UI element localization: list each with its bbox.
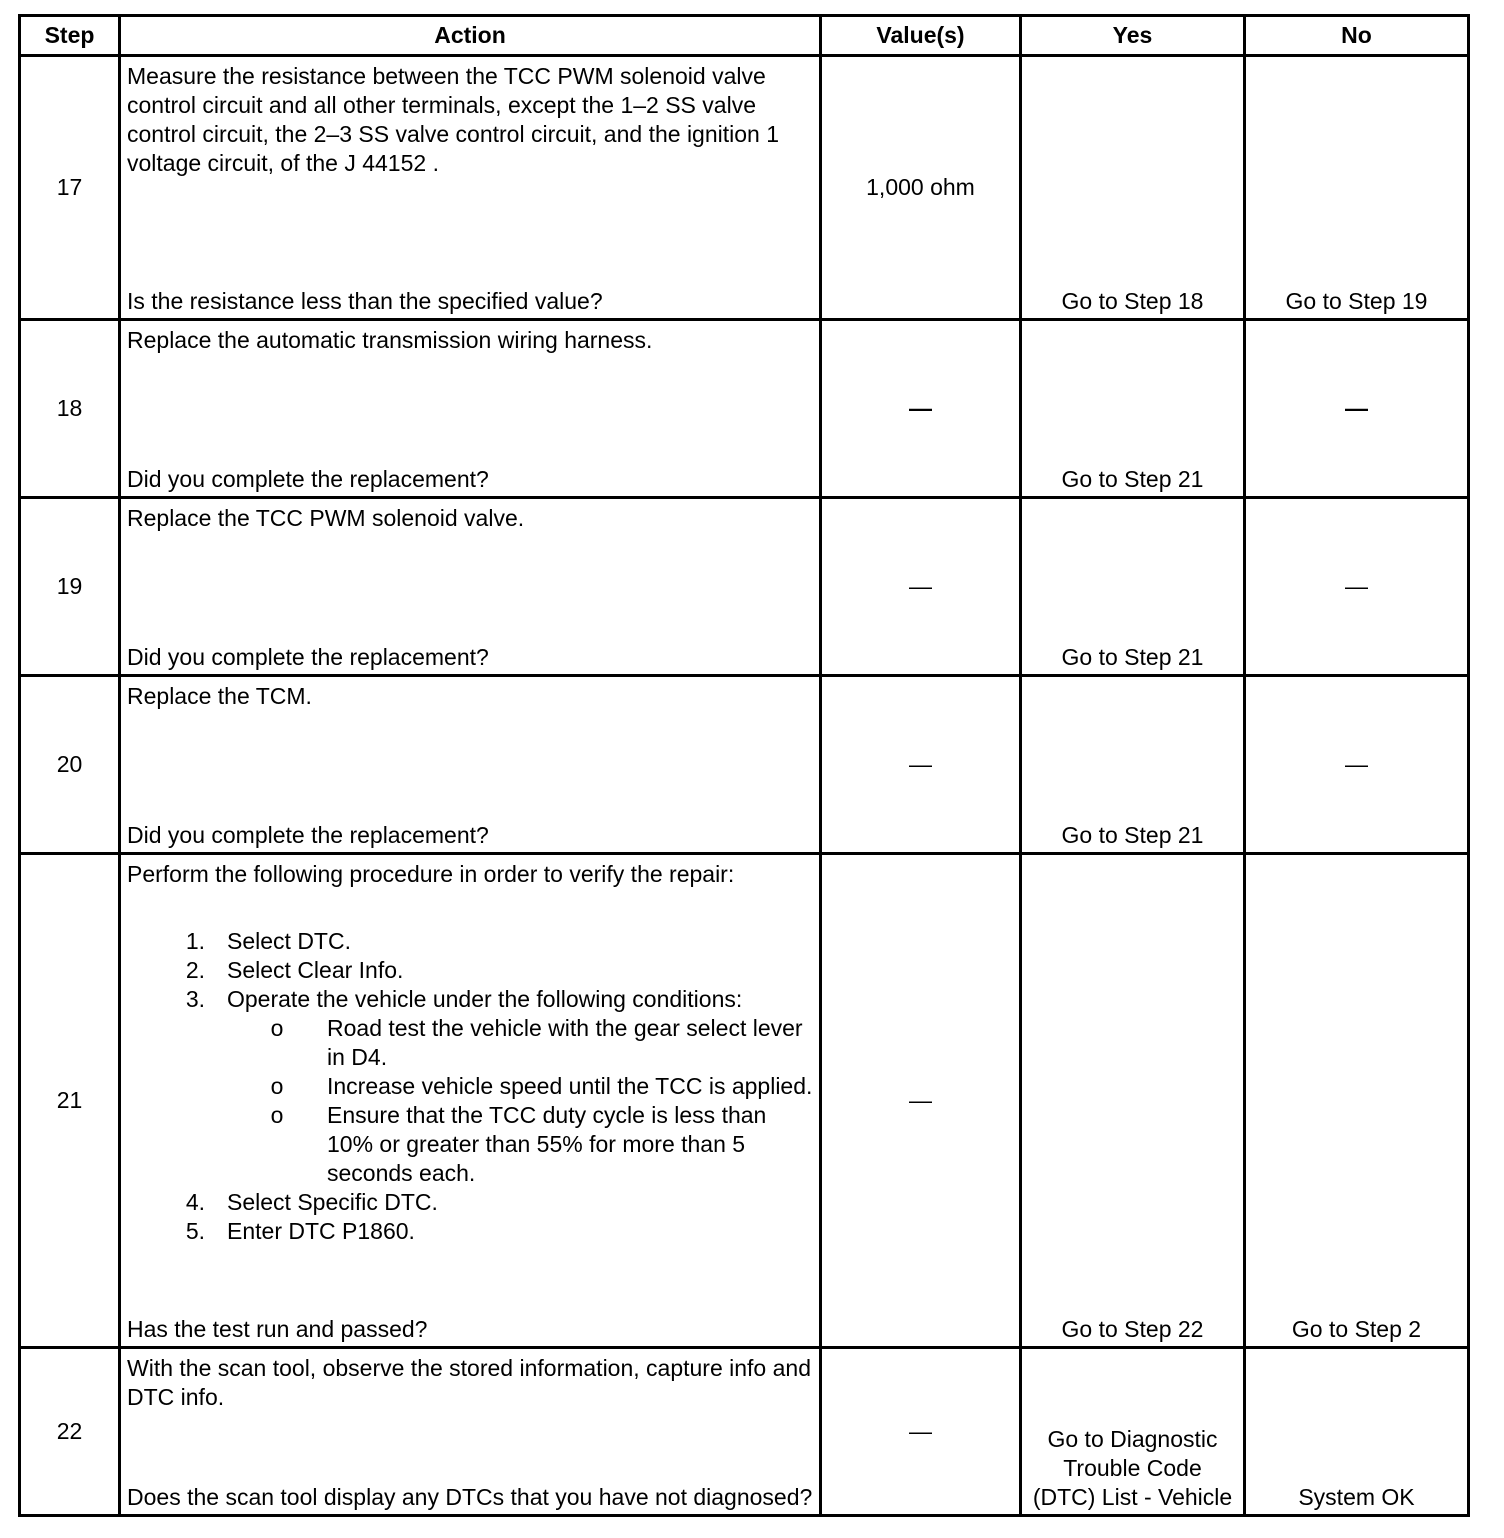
procedure-step: [127, 956, 813, 985]
no-cell: —: [1245, 676, 1469, 854]
header-no: No: [1245, 16, 1469, 56]
step-num: 3.: [185, 986, 205, 1012]
action-cell: [120, 56, 821, 320]
step-number: 20: [20, 676, 120, 854]
table-row: [20, 56, 1469, 320]
no-cell: System OK: [1245, 1348, 1469, 1516]
yes-cell: Go to Step 18: [1021, 56, 1245, 320]
no-cell: Go to Step 2: [1245, 854, 1469, 1348]
value-cell: —: [821, 498, 1021, 676]
value-cell: —: [821, 1348, 1021, 1516]
table-row: [20, 1348, 1469, 1516]
procedure-step: [127, 1188, 813, 1217]
action-cell: [120, 498, 821, 676]
action-cell: [120, 320, 821, 498]
condition-item: [227, 1072, 813, 1101]
action-text: Replace the TCM.: [127, 683, 312, 709]
action-text: Measure the resistance between the TCC PWM solenoid valve control circuit and all other terminals, except the 1–2 SS valve control circuit, the 2–3 SS valve control circuit, and the ignition 1 voltage circuit, of the J 44152 .: [127, 63, 780, 176]
step-text: Select Clear Info.: [227, 957, 404, 983]
action-text: Perform the following procedure in order to verify the repair:: [127, 861, 735, 887]
procedure-list: [127, 927, 813, 1246]
table-row: [20, 320, 1469, 498]
bullet-icon: o: [270, 1073, 284, 1099]
action-question: Is the resistance less than the specified value?: [127, 288, 603, 314]
action-text: Replace the automatic transmission wiring harness.: [127, 327, 653, 353]
table-row: [20, 676, 1469, 854]
step-num: 4.: [185, 1189, 205, 1215]
step-number: 19: [20, 498, 120, 676]
action-cell: [120, 1348, 821, 1516]
no-cell: —: [1245, 320, 1469, 498]
step-number: 18: [20, 320, 120, 498]
header-values: Value(s): [821, 16, 1021, 56]
header-step: Step: [20, 16, 120, 56]
bullet-icon: o: [270, 1015, 284, 1041]
step-text: Operate the vehicle under the following conditions:: [227, 986, 743, 1012]
step-number: 17: [20, 56, 120, 320]
action-question: Did you complete the replacement?: [127, 466, 489, 492]
header-action: Action: [120, 16, 821, 56]
procedure-step: [127, 985, 813, 1188]
action-text: Replace the TCC PWM solenoid valve.: [127, 505, 525, 531]
action-text: With the scan tool, observe the stored information, capture info and DTC info.: [127, 1355, 811, 1410]
diagnostic-table: [18, 14, 1470, 1517]
bullet-icon: o: [270, 1102, 284, 1128]
value-cell: —: [821, 854, 1021, 1348]
step-num: 1.: [185, 928, 205, 954]
procedure-step: [127, 1217, 813, 1246]
step-text: Enter DTC P1860.: [227, 1218, 415, 1244]
header-row: [20, 16, 1469, 56]
step-text: Select Specific DTC.: [227, 1189, 438, 1215]
procedure-step: [127, 927, 813, 956]
action-question: Does the scan tool display any DTCs that you have not diagnosed?: [127, 1484, 813, 1510]
step-number: 22: [20, 1348, 120, 1516]
table-row: [20, 498, 1469, 676]
yes-cell: Go to Step 21: [1021, 320, 1245, 498]
value-cell: —: [821, 320, 1021, 498]
condition-text: Ensure that the TCC duty cycle is less than 10% or greater than 55% for more than 5 seconds each.: [327, 1102, 767, 1186]
condition-item: [227, 1101, 813, 1188]
yes-cell: Go to Step 22: [1021, 854, 1245, 1348]
value-cell: —: [821, 676, 1021, 854]
no-cell: —: [1245, 498, 1469, 676]
value-cell: 1,000 ohm: [821, 56, 1021, 320]
step-num: 5.: [185, 1218, 205, 1244]
no-cell: Go to Step 19: [1245, 56, 1469, 320]
header-yes: Yes: [1021, 16, 1245, 56]
step-text-with-sublist: [227, 985, 813, 1188]
condition-text: Road test the vehicle with the gear select lever in D4.: [327, 1015, 803, 1070]
yes-cell: Go to Step 21: [1021, 498, 1245, 676]
step-text: Select DTC.: [227, 928, 351, 954]
action-question: Did you complete the replacement?: [127, 644, 489, 670]
step-number: 21: [20, 854, 120, 1348]
action-question: Did you complete the replacement?: [127, 822, 489, 848]
yes-cell[interactable]: Go to Diagnostic Trouble Code (DTC) List - Vehicle: [1021, 1348, 1245, 1516]
condition-text: Increase vehicle speed until the TCC is applied.: [327, 1073, 813, 1099]
condition-item: [227, 1014, 813, 1072]
step-num: 2.: [185, 957, 205, 983]
condition-list: [227, 1014, 813, 1188]
action-cell: [120, 676, 821, 854]
yes-cell: Go to Step 21: [1021, 676, 1245, 854]
action-cell: [120, 854, 821, 1348]
table-row: [20, 854, 1469, 1348]
action-question: Has the test run and passed?: [127, 1316, 428, 1342]
